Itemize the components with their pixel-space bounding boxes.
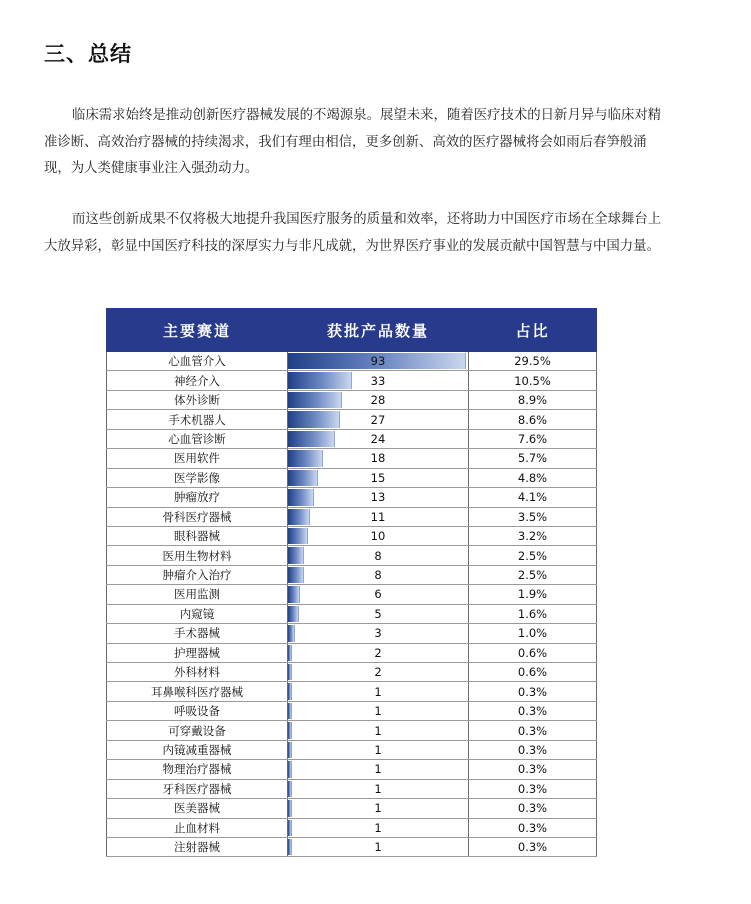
- table-row: [107, 799, 597, 818]
- table-row: [107, 643, 597, 662]
- count-value: 2: [374, 645, 382, 660]
- share-cell: 0.3%: [469, 701, 597, 720]
- table-row: [107, 488, 597, 507]
- count-data-bar: [288, 781, 292, 797]
- share-cell: 0.3%: [469, 682, 597, 701]
- count-data-bar: [288, 392, 342, 408]
- count-value: 1: [374, 801, 382, 816]
- table-body: [107, 352, 597, 857]
- count-cell: [288, 371, 469, 390]
- count-data-bar: [288, 372, 352, 388]
- table-row: [107, 585, 597, 604]
- table-row: [107, 701, 597, 720]
- count-cell: [288, 760, 469, 779]
- table-row: [107, 604, 597, 623]
- count-value: 93: [370, 354, 386, 369]
- count-value: 5: [374, 606, 382, 621]
- track-name-cell: 可穿戴设备: [107, 721, 288, 740]
- share-cell: 0.3%: [469, 721, 597, 740]
- share-cell: 0.3%: [469, 818, 597, 837]
- track-name-cell: 骨科医疗器械: [107, 507, 288, 526]
- share-cell: 3.5%: [469, 507, 597, 526]
- count-data-bar: [288, 722, 292, 738]
- share-cell: 1.9%: [469, 585, 597, 604]
- count-cell: [288, 663, 469, 682]
- count-data-bar: [288, 683, 292, 699]
- approval-table: [106, 308, 597, 857]
- count-value: 1: [374, 762, 382, 777]
- section-heading: 三、总结: [44, 42, 132, 66]
- track-name-cell: 手术机器人: [107, 410, 288, 429]
- table-row: [107, 721, 597, 740]
- count-cell: [288, 585, 469, 604]
- share-cell: 0.6%: [469, 643, 597, 662]
- count-value: 1: [374, 820, 382, 835]
- table-row: [107, 468, 597, 487]
- count-data-bar: [288, 431, 335, 447]
- count-cell: [288, 429, 469, 448]
- count-data-bar: [288, 489, 314, 505]
- count-value: 15: [370, 470, 386, 485]
- count-cell: [288, 526, 469, 545]
- share-cell: 10.5%: [469, 371, 597, 390]
- track-name-cell: 外科材料: [107, 663, 288, 682]
- count-cell: [288, 546, 469, 565]
- share-cell: 2.5%: [469, 546, 597, 565]
- count-cell: [288, 449, 469, 468]
- count-value: 1: [374, 781, 382, 796]
- count-cell: [288, 390, 469, 409]
- header-count: 获批产品数量: [288, 309, 469, 352]
- count-value: 28: [370, 393, 386, 408]
- share-cell: 8.9%: [469, 390, 597, 409]
- table-row: [107, 410, 597, 429]
- count-cell: [288, 818, 469, 837]
- count-data-bar: [288, 664, 292, 680]
- track-name-cell: 心血管诊断: [107, 429, 288, 448]
- table-row: [107, 740, 597, 759]
- count-data-bar: [288, 547, 304, 563]
- count-data-bar: [288, 567, 304, 583]
- share-cell: 0.3%: [469, 799, 597, 818]
- count-data-bar: [288, 761, 292, 777]
- share-cell: 1.6%: [469, 604, 597, 623]
- count-cell: [288, 779, 469, 798]
- table-row: [107, 565, 597, 584]
- count-data-bar: [288, 800, 292, 816]
- track-name-cell: 医用生物材料: [107, 546, 288, 565]
- track-name-cell: 心血管介入: [107, 352, 288, 371]
- table-row: [107, 818, 597, 837]
- table-row: [107, 624, 597, 643]
- table-row: [107, 546, 597, 565]
- count-cell: [288, 624, 469, 643]
- count-cell: [288, 701, 469, 720]
- count-cell: [288, 643, 469, 662]
- share-cell: 4.8%: [469, 468, 597, 487]
- table-row: [107, 429, 597, 448]
- count-data-bar: [288, 586, 300, 602]
- share-cell: 8.6%: [469, 410, 597, 429]
- track-name-cell: 体外诊断: [107, 390, 288, 409]
- track-name-cell: 医用监测: [107, 585, 288, 604]
- track-name-cell: 止血材料: [107, 818, 288, 837]
- count-cell: [288, 565, 469, 584]
- count-cell: [288, 721, 469, 740]
- count-value: 8: [374, 548, 382, 563]
- table-row: [107, 507, 597, 526]
- count-value: 11: [370, 509, 386, 524]
- count-data-bar: [288, 528, 308, 544]
- table-row: [107, 526, 597, 545]
- count-value: 1: [374, 704, 382, 719]
- summary-paragraph-1: 临床需求始终是推动创新医疗器械发展的不竭源泉。展望未来，随着医疗技术的日新月异与临床对精准诊断、高效治疗器械的持续渴求，我们有理由相信，更多创新、高效的医疗器械将会如雨后春笋般涌现，为人类健康事业注入强劲动力。: [44, 108, 662, 176]
- track-name-cell: 内镜减重器械: [107, 740, 288, 759]
- count-data-bar: [288, 606, 299, 622]
- count-value: 18: [370, 451, 386, 466]
- count-cell: [288, 740, 469, 759]
- table-row: [107, 837, 597, 856]
- count-data-bar: [288, 820, 292, 836]
- count-cell: [288, 837, 469, 856]
- count-value: 2: [374, 665, 382, 680]
- track-name-cell: 内窥镜: [107, 604, 288, 623]
- count-value: 6: [374, 587, 382, 602]
- header-share: 占比: [469, 309, 597, 352]
- share-cell: 0.3%: [469, 837, 597, 856]
- table-row: [107, 371, 597, 390]
- approval-table-container: [106, 308, 596, 857]
- count-cell: [288, 410, 469, 429]
- table-row: [107, 390, 597, 409]
- count-value: 8: [374, 568, 382, 583]
- count-data-bar: [288, 509, 310, 525]
- count-value: 1: [374, 840, 382, 855]
- track-name-cell: 呼吸设备: [107, 701, 288, 720]
- count-cell: [288, 468, 469, 487]
- count-data-bar: [288, 450, 323, 466]
- share-cell: 29.5%: [469, 352, 597, 371]
- count-cell: [288, 682, 469, 701]
- share-cell: 0.3%: [469, 779, 597, 798]
- track-name-cell: 注射器械: [107, 837, 288, 856]
- count-value: 3: [374, 626, 382, 641]
- share-cell: 7.6%: [469, 429, 597, 448]
- track-name-cell: 物理治疗器械: [107, 760, 288, 779]
- share-cell: 0.3%: [469, 760, 597, 779]
- table-row: [107, 352, 597, 371]
- track-name-cell: 眼科器械: [107, 526, 288, 545]
- count-data-bar: [288, 645, 292, 661]
- summary-paragraph-2: 而这些创新成果不仅将极大地提升我国医疗服务的质量和效率，还将助力中国医疗市场在全球舞台上大放异彩，彰显中国医疗科技的深厚实力与非凡成就，为世界医疗事业的发展贡献中国智慧与中国力量。: [44, 212, 662, 254]
- count-value: 1: [374, 723, 382, 738]
- share-cell: 1.0%: [469, 624, 597, 643]
- count-cell: [288, 352, 469, 371]
- table-row: [107, 449, 597, 468]
- share-cell: 4.1%: [469, 488, 597, 507]
- track-name-cell: 神经介入: [107, 371, 288, 390]
- track-name-cell: 医美器械: [107, 799, 288, 818]
- count-cell: [288, 507, 469, 526]
- count-data-bar: [288, 625, 295, 641]
- table-row: [107, 779, 597, 798]
- track-name-cell: 护理器械: [107, 643, 288, 662]
- header-track: 主要赛道: [107, 309, 288, 352]
- count-value: 33: [370, 373, 386, 388]
- track-name-cell: 肿瘤放疗: [107, 488, 288, 507]
- count-value: 1: [374, 742, 382, 757]
- track-name-cell: 牙科医疗器械: [107, 779, 288, 798]
- track-name-cell: 肿瘤介入治疗: [107, 565, 288, 584]
- count-value: 10: [370, 529, 386, 544]
- count-value: 1: [374, 684, 382, 699]
- track-name-cell: 医用软件: [107, 449, 288, 468]
- share-cell: 5.7%: [469, 449, 597, 468]
- count-data-bar: [288, 742, 292, 758]
- count-value: 24: [370, 431, 386, 446]
- track-name-cell: 耳鼻喉科医疗器械: [107, 682, 288, 701]
- table-row: [107, 760, 597, 779]
- count-cell: [288, 799, 469, 818]
- share-cell: 2.5%: [469, 565, 597, 584]
- count-cell: [288, 604, 469, 623]
- share-cell: 3.2%: [469, 526, 597, 545]
- count-value: 27: [370, 412, 386, 427]
- share-cell: 0.3%: [469, 740, 597, 759]
- table-row: [107, 663, 597, 682]
- count-data-bar: [288, 703, 292, 719]
- track-name-cell: 手术器械: [107, 624, 288, 643]
- count-cell: [288, 488, 469, 507]
- count-data-bar: [288, 411, 340, 427]
- track-name-cell: 医学影像: [107, 468, 288, 487]
- table-header-row: [107, 309, 597, 352]
- count-data-bar: [288, 839, 292, 855]
- count-data-bar: [288, 470, 318, 486]
- table-row: [107, 682, 597, 701]
- count-value: 13: [370, 490, 386, 505]
- share-cell: 0.6%: [469, 663, 597, 682]
